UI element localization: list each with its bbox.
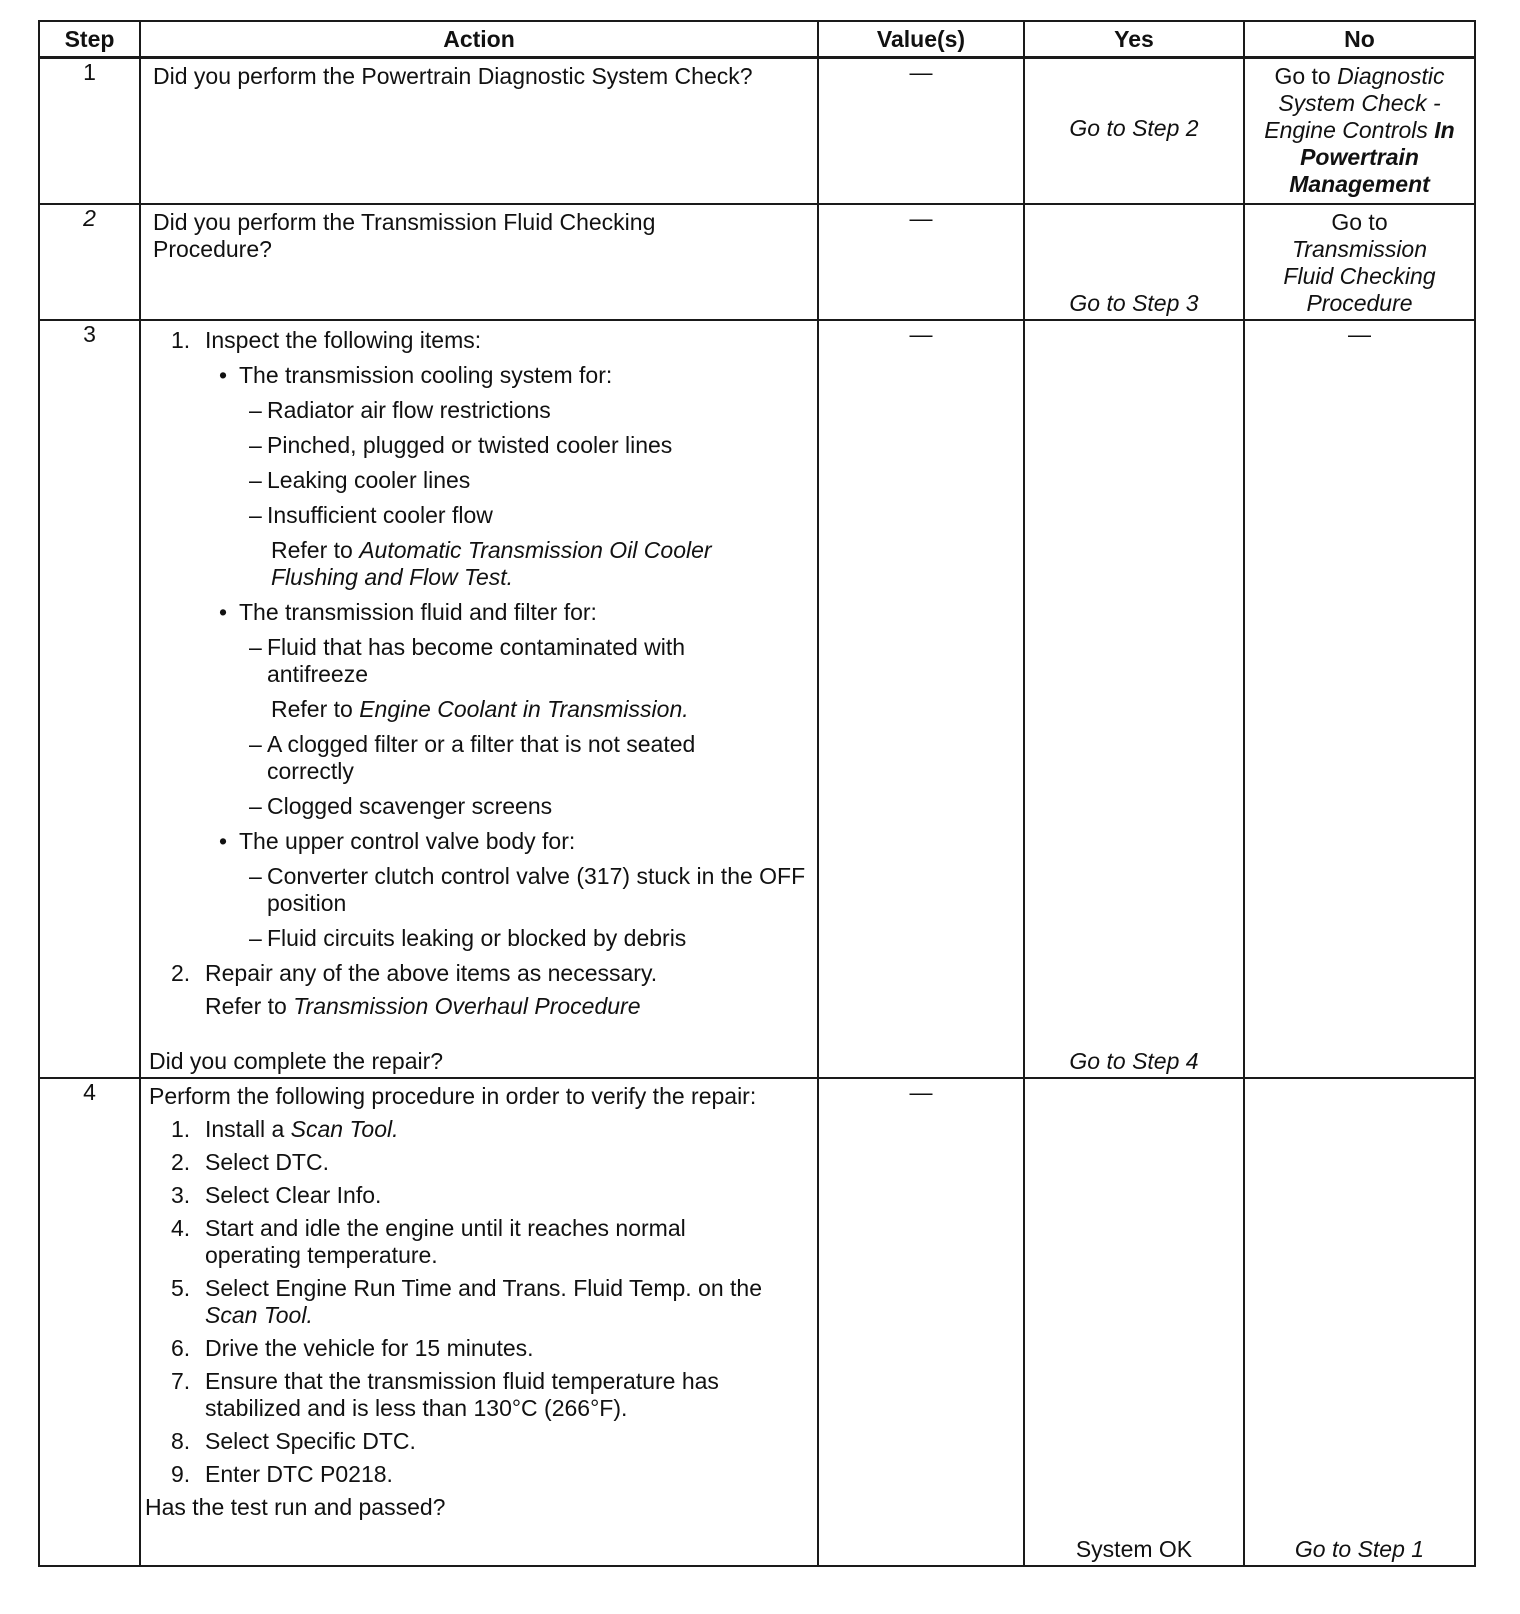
yes-cell xyxy=(1024,1078,1244,1566)
no-dash: — xyxy=(1348,321,1371,347)
action-intro: Perform the following procedure in order to verify the repair: xyxy=(149,1083,757,1109)
list-item xyxy=(149,925,807,952)
list-item xyxy=(149,828,807,855)
value-dash: — xyxy=(909,1079,933,1105)
table-row xyxy=(39,320,1475,1078)
list-item xyxy=(149,467,807,494)
list-number: 9. xyxy=(171,1461,191,1487)
no-prefix: Go to xyxy=(1274,63,1331,89)
reference-prefix: Refer to xyxy=(271,696,353,722)
yes-cell xyxy=(1024,204,1244,320)
no-italic-text: Diagnostic System Check - Engine Controls xyxy=(1264,63,1445,143)
reference-note xyxy=(149,993,807,1020)
header-action: Action xyxy=(140,21,818,58)
list-item xyxy=(149,397,807,424)
list-text: Start and idle the engine until it reaches normal operating temperature. xyxy=(205,1215,686,1268)
reference-link[interactable]: Automatic Transmission Oil Cooler Flushing and Flow Test. xyxy=(271,537,712,590)
list-item xyxy=(149,1182,777,1209)
list-text: A clogged filter or a filter that is not seated correctly xyxy=(267,731,696,784)
list-number: 2. xyxy=(171,960,191,986)
list-number: 4. xyxy=(171,1215,191,1241)
list-text: Install a xyxy=(205,1116,285,1142)
no-link[interactable] xyxy=(1245,205,1474,317)
list-text: Leaking cooler lines xyxy=(267,467,471,493)
list-number: 2. xyxy=(171,1149,191,1175)
list-text: Repair any of the above items as necessary. xyxy=(205,960,658,986)
step-number: 4 xyxy=(39,1078,140,1566)
list-number: 1. xyxy=(171,1116,191,1142)
bullet-icon: • xyxy=(219,362,228,388)
value-cell xyxy=(818,1078,1024,1566)
action-content xyxy=(141,1079,817,1521)
no-cell xyxy=(1244,204,1475,320)
list-item xyxy=(149,634,807,688)
list-number: 1. xyxy=(171,327,191,353)
dash-icon: – xyxy=(249,863,262,889)
reference-link[interactable]: Engine Coolant in Transmission. xyxy=(359,696,689,722)
header-no: No xyxy=(1244,21,1475,58)
yes-link[interactable]: Go to Step 4 xyxy=(1069,1048,1199,1074)
list-text: Ensure that the transmission fluid temperature has stabilized and is less than 130°C (266°F). xyxy=(205,1368,719,1421)
list-item xyxy=(149,1149,777,1176)
yes-cell xyxy=(1024,58,1244,205)
yes-result: System OK xyxy=(1075,1536,1193,1562)
list-item xyxy=(149,731,807,785)
value-dash: — xyxy=(909,321,933,347)
list-text: Select Engine Run Time and Trans. Fluid Temp. on the xyxy=(205,1275,762,1301)
reference-note xyxy=(149,537,807,591)
list-text: Inspect the following items: xyxy=(205,327,482,353)
dash-icon: – xyxy=(249,925,262,951)
bullet-icon: • xyxy=(219,599,228,625)
action-content xyxy=(141,321,817,1075)
list-item xyxy=(149,1368,777,1422)
list-item xyxy=(149,362,807,389)
list-text: The upper control valve body for: xyxy=(239,828,576,854)
no-link[interactable] xyxy=(1245,59,1474,198)
list-item xyxy=(149,1215,777,1269)
step-number: 2 xyxy=(39,204,140,320)
bullet-icon: • xyxy=(219,828,228,854)
table-row xyxy=(39,1078,1475,1566)
action-cell xyxy=(140,204,818,320)
dash-icon: – xyxy=(249,634,262,660)
yes-link[interactable]: Go to Step 2 xyxy=(1069,115,1199,141)
list-text: The transmission fluid and filter for: xyxy=(239,599,597,625)
header-step: Step xyxy=(39,21,140,58)
list-text: Drive the vehicle for 15 minutes. xyxy=(205,1335,534,1361)
value-dash: — xyxy=(909,59,933,85)
no-cell xyxy=(1244,1078,1475,1566)
header-values: Value(s) xyxy=(818,21,1024,58)
dash-icon: – xyxy=(249,467,262,493)
dash-icon: – xyxy=(249,502,262,528)
reference-prefix: Refer to xyxy=(205,993,287,1019)
list-text: Fluid circuits leaking or blocked by debris xyxy=(267,925,687,951)
action-question: Did you complete the repair? xyxy=(149,1048,444,1074)
no-prefix: Go to xyxy=(1331,209,1388,235)
value-cell xyxy=(818,58,1024,205)
action-cell xyxy=(140,58,818,205)
step-number: 3 xyxy=(39,320,140,1078)
table-row xyxy=(39,204,1475,320)
no-bold-text: In Powertrain Management xyxy=(1289,117,1455,197)
dash-icon: – xyxy=(249,432,262,458)
value-cell xyxy=(818,320,1024,1078)
list-text: The transmission cooling system for: xyxy=(239,362,613,388)
list-item xyxy=(149,863,807,917)
action-question: Has the test run and passed? xyxy=(145,1494,446,1520)
header-row xyxy=(39,21,1475,58)
list-item xyxy=(149,1275,777,1329)
list-text: Select Specific DTC. xyxy=(205,1428,416,1454)
list-item xyxy=(149,1116,777,1143)
no-italic-text: Transmission Fluid Checking Procedure xyxy=(1283,236,1436,316)
action-cell xyxy=(140,320,818,1078)
value-dash: — xyxy=(909,205,933,231)
list-text: Select DTC. xyxy=(205,1149,329,1175)
list-text-italic: Scan Tool. xyxy=(290,1116,399,1142)
reference-prefix: Refer to xyxy=(271,537,353,563)
no-link[interactable]: Go to Step 1 xyxy=(1294,1536,1425,1562)
list-item xyxy=(149,599,807,626)
action-text: Did you perform the Powertrain Diagnostic System Check? xyxy=(153,63,753,89)
list-number: 6. xyxy=(171,1335,191,1361)
list-text: Select Clear Info. xyxy=(205,1182,382,1208)
yes-cell xyxy=(1024,320,1244,1078)
list-number: 7. xyxy=(171,1368,191,1394)
list-text: Pinched, plugged or twisted cooler lines xyxy=(267,432,673,458)
list-item xyxy=(149,1428,777,1455)
reference-link[interactable]: Transmission Overhaul Procedure xyxy=(293,993,641,1019)
action-text: Did you perform the Transmission Fluid Checking Procedure? xyxy=(153,209,656,262)
step-number: 1 xyxy=(39,58,140,205)
table-row xyxy=(39,58,1475,205)
list-text: Converter clutch control valve (317) stuck in the OFF position xyxy=(267,863,806,916)
list-item xyxy=(149,432,807,459)
dash-icon: – xyxy=(249,793,262,819)
list-item xyxy=(149,327,807,354)
list-text: Clogged scavenger screens xyxy=(267,793,553,819)
dash-icon: – xyxy=(249,731,262,757)
list-item xyxy=(149,793,807,820)
reference-note xyxy=(149,696,807,723)
yes-link[interactable]: Go to Step 3 xyxy=(1069,290,1199,316)
list-text: Radiator air flow restrictions xyxy=(267,397,551,423)
list-text: Fluid that has become contaminated with antifreeze xyxy=(267,634,686,687)
list-item xyxy=(149,960,807,987)
value-cell xyxy=(818,204,1024,320)
dash-icon: – xyxy=(249,397,262,423)
list-number: 3. xyxy=(171,1182,191,1208)
list-item xyxy=(149,502,807,529)
list-number: 8. xyxy=(171,1428,191,1454)
header-yes: Yes xyxy=(1024,21,1244,58)
no-cell xyxy=(1244,320,1475,1078)
list-text: Insufficient cooler flow xyxy=(267,502,493,528)
list-text-italic: Scan Tool. xyxy=(205,1302,313,1328)
no-cell xyxy=(1244,58,1475,205)
action-cell xyxy=(140,1078,818,1566)
list-item xyxy=(149,1461,777,1488)
diagnostic-table xyxy=(38,20,1476,1567)
list-number: 5. xyxy=(171,1275,191,1301)
list-text: Enter DTC P0218. xyxy=(205,1461,393,1487)
list-item xyxy=(149,1335,777,1362)
